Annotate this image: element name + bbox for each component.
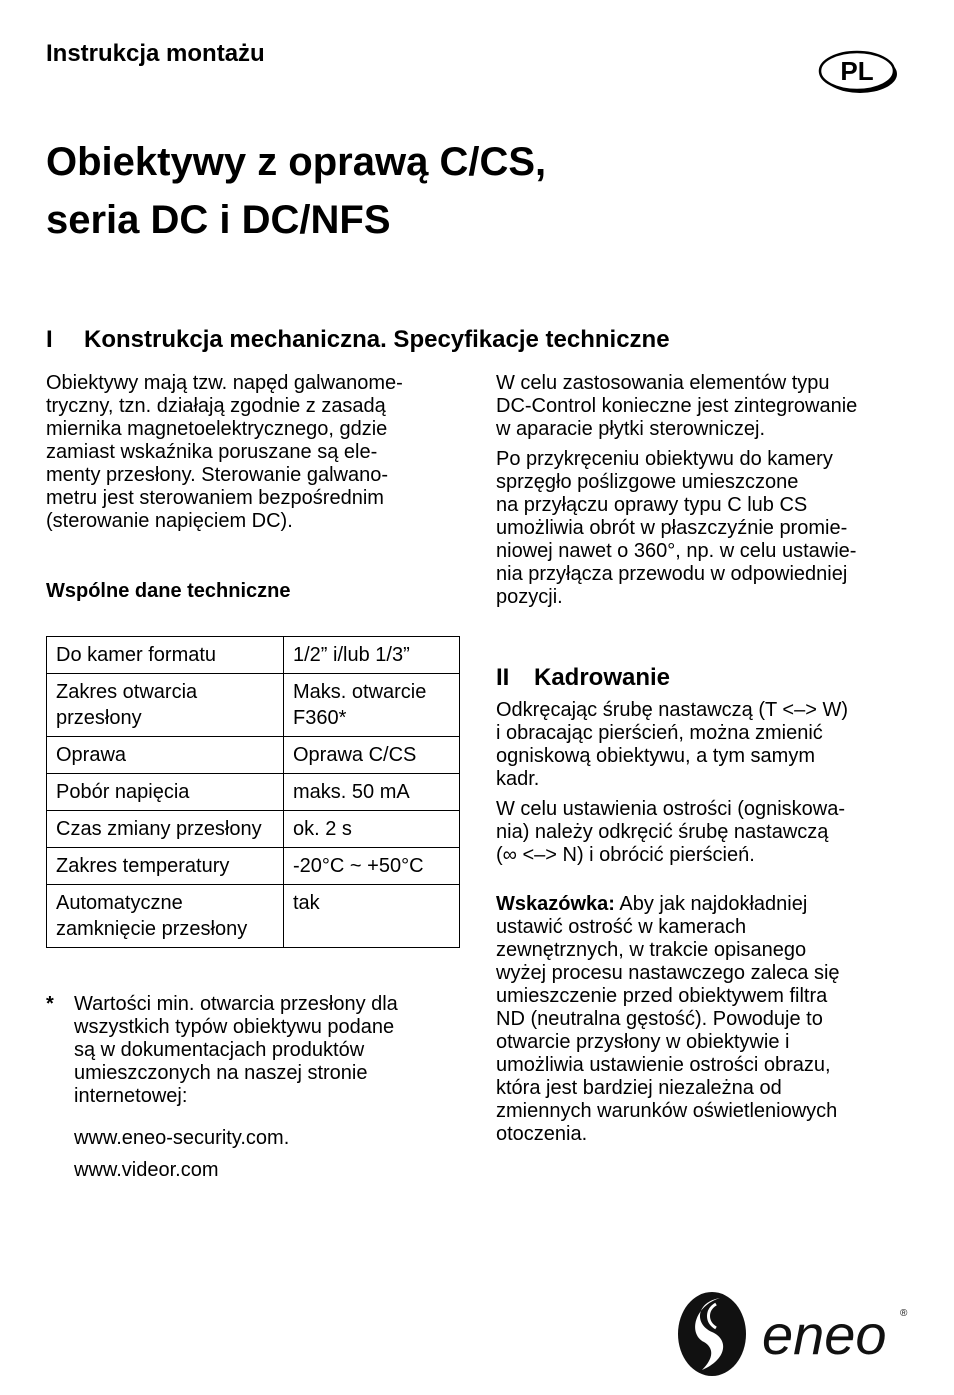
text-line: kadr. [496,768,540,790]
text-line: niowej nawet o 360°, np. w celu ustawie- [496,540,857,562]
text-line: są w dokumentacjach produktów [74,1039,365,1061]
eneo-logo [676,1288,916,1380]
section-1-intro [46,372,466,540]
text-line: (sterowanie napięciem DC). [46,510,293,532]
text-line: umieszczonych na naszej stronie [74,1062,368,1084]
text-line: ND (neutralna gęstość). Powoduje to [496,1008,823,1030]
website-link-eneo[interactable]: www.eneo-security.com. [74,1127,290,1149]
text-line: Odkręcając śrubę nastawczą (T <–> W) [496,699,848,721]
hint-paragraph [496,893,916,1153]
language-badge [818,49,898,95]
section-2-heading [496,664,670,692]
registered-mark: ® [900,1308,908,1319]
text-line: W celu zastosowania elementów typu [496,372,830,394]
website-link-videor[interactable]: www.videor.com [74,1159,219,1181]
text-line: internetowej: [74,1085,188,1107]
title-line-1: Obiektywy z oprawą C/CS, [46,140,547,184]
text-line: DC-Control konieczne jest zintegrowanie [496,395,858,417]
logo-wordmark: eneo [762,1303,887,1366]
spec-table [46,636,460,948]
text-line: wyżej procesu nastawczego zaleca się [496,962,840,984]
document-title [46,133,546,249]
spec-value: -20°C ~ +50°C [284,848,460,885]
text-line: wszystkich typów obiektywu podane [74,1016,395,1038]
text-line: sprzęgło poślizgowe umieszczone [496,471,799,493]
text-line: ogniskową obiektywu, a tym samym [496,745,816,767]
text-line: umieszczenie przed obiektywem filtra [496,985,828,1007]
spec-key: Zakres otwarcia przesłony [47,674,284,737]
spec-value: tak [284,885,460,948]
footnote [46,993,466,1182]
text-line: nia przyłącza przewodu w odpowiedniej [496,563,848,585]
text-line: pozycji. [496,586,563,608]
text-line: na przyłączu oprawy typu C lub CS [496,494,808,516]
paragraph [496,798,916,867]
text-line: Obiektywy mają tzw. napęd galwanome- [46,372,403,394]
text-line: umożliwia obrót w płaszczyźnie promie- [496,517,848,539]
section-1-column-2 [496,372,916,616]
paragraph [496,448,916,609]
text-line: otoczenia. [496,1123,588,1145]
table-row [47,811,460,848]
spec-key: Pobór napięcia [47,774,284,811]
text-line: miernika magnetoelektrycznego, gdzie [46,418,388,440]
spec-key: Oprawa [47,737,284,774]
footnote-marker: * [46,993,54,1015]
text-line: menty przesłony. Sterowanie galwano- [46,464,389,486]
table-row [47,885,460,948]
paragraph [496,372,916,441]
spec-key: Czas zmiany przesłony [47,811,284,848]
spec-key: Do kamer formatu [47,637,284,674]
eneo-swirl-icon [678,1292,746,1376]
spec-value: 1/2” i/lub 1/3” [284,637,460,674]
section-2-title: Kadrowanie [534,664,671,691]
spec-key: Zakres temperatury [47,848,284,885]
text-line: metru jest sterowaniem bezpośrednim [46,487,384,509]
section-2-body [496,699,916,874]
section-1-title: Konstrukcja mechaniczna. Specyfikacje techniczne [84,326,670,353]
text-line: Aby jak najdokładniej [614,893,808,915]
table-row [47,674,460,737]
document-header-label: Instrukcja montażu [46,40,265,67]
text-line: umożliwia ustawienie ostrości obrazu, [496,1054,831,1076]
text-line: otwarcie przysłony w obiektywie i [496,1031,790,1053]
hint-label: Wskazówka: [496,893,615,915]
section-1-heading [46,326,670,354]
text-line: W celu ustawienia ostrości (ogniskowa- [496,798,846,820]
text-line: tryczny, tzn. działają zgodnie z zasadą [46,395,386,417]
text-line: (∞ <–> N) i obrócić pierścień. [496,844,755,866]
spec-key: Automatyczne zamknięcie przesłony [47,885,284,948]
spec-value: Maks. otwarcie F360* [284,674,460,737]
text-line: ustawić ostrość w kamerach [496,916,747,938]
spec-value: ok. 2 s [284,811,460,848]
text-line: i obracając pierścień, można zmienić [496,722,823,744]
language-badge-text: PL [840,56,874,86]
table-row [47,737,460,774]
text-line: Po przykręceniu obiektywu do kamery [496,448,833,470]
spec-value: maks. 50 mA [284,774,460,811]
text-line: zmiennych warunków oświetleniowych [496,1100,838,1122]
spec-value: Oprawa C/CS [284,737,460,774]
tech-data-heading: Wspólne dane techniczne [46,580,291,602]
text-line: nia) należy odkręcić śrubę nastawczą [496,821,829,843]
text-line: zewnętrznych, w trakcie opisanego [496,939,807,961]
title-line-2: seria DC i DC/NFS [46,198,391,242]
table-row [47,637,460,674]
section-2-number: II [496,664,510,691]
section-1-number: I [46,326,53,353]
paragraph [496,699,916,791]
table-row [47,774,460,811]
text-line: w aparacie płytki sterowniczej. [496,418,765,440]
table-row [47,848,460,885]
text-line: zamiast wskaźnika poruszane są ele- [46,441,378,463]
text-line: Wartości min. otwarcia przesłony dla [74,993,398,1015]
text-line: która jest bardziej niezależna od [496,1077,782,1099]
